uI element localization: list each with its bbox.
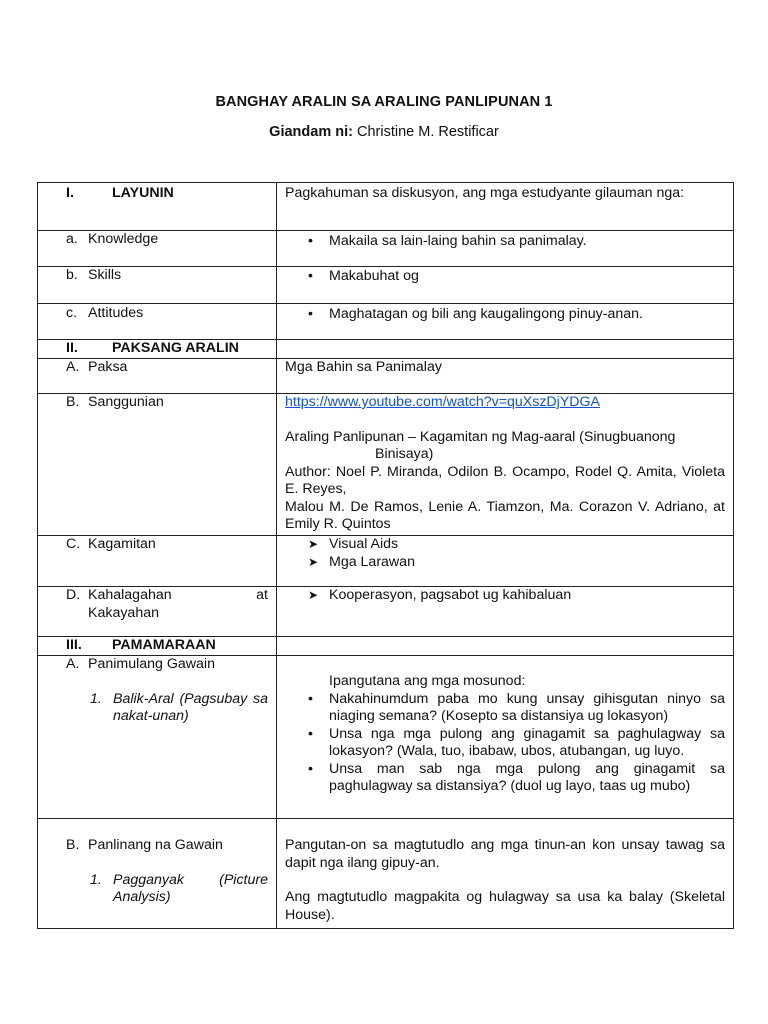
arrow-bullet-icon: ➤: [308, 588, 319, 602]
balik-aral-label: 1. Balik-Aral (Pagsubay sa nakat-unan): [90, 690, 268, 724]
panlinang-text-2: Ang magtutudlo magpakita og hulagway sa usa ka balay (Skeletal House).: [285, 889, 725, 923]
table-row: [38, 267, 734, 304]
section-heading-pamamaraan: III. PAMAMARAAN: [38, 637, 277, 656]
list-item: ➤ Kooperasyon, pagsabot ug kahibaluan: [308, 587, 572, 603]
list-item: • Makaila sa lain-laing bahin sa panimalay.: [308, 233, 587, 249]
authors-line-2: Malou M. De Ramos, Lenie A. Tiamzon, Ma. Corazon V. Adriano, at Emily R. Quintos: [285, 498, 725, 532]
reference-link[interactable]: https://www.youtube.com/watch?v=quXszDjYDGA: [285, 394, 601, 410]
prepared-by: [0, 124, 768, 140]
arrow-bullet-icon: ➤: [308, 537, 319, 551]
list-item: • Unsa nga mga pulong ang ginagamit sa paghulagway sa lokasyon? (Wala, tuo, ibabaw, ubos, atubangan, ug luyo.: [308, 725, 725, 759]
kahalagahan-label: D. Kahalagahan at Kakayahan: [38, 587, 277, 637]
panlinang-text-1: Pangutan-on sa magtutudlo ang mga tinun-an kon unsay tawag sa dapit nga ilang gipuy-an.: [285, 837, 725, 871]
sanggunian-value: [277, 394, 734, 536]
prepared-label: Giandam ni:: [269, 124, 353, 140]
paksa-value: Mga Bahin sa Panimalay: [277, 359, 734, 394]
section-heading-paksang-aralin: II. PAKSANG ARALIN: [38, 340, 277, 359]
panlinang-label: B. Panlinang na Gawain 1. Pagganyak (Picture Analysis): [38, 819, 277, 929]
sanggunian-label: B. Sanggunian: [38, 394, 277, 536]
table-row: [38, 340, 734, 359]
prepared-name: Christine M. Restificar: [357, 124, 499, 140]
book-title: Araling Panlipunan – Kagamitan ng Mag-aaral (Sinugbuanong Binisaya): [285, 428, 676, 462]
list-item: ➤ Visual Aids: [308, 536, 399, 552]
list-item: • Unsa man sab nga mga pulong ang ginagamit sa paghulagway sa distansiya? (duol ug layo, taas ug mubo): [308, 760, 725, 794]
table-row: [38, 304, 734, 340]
table-row: [38, 394, 734, 536]
kagamitan-label: C. Kagamitan: [38, 536, 277, 587]
arrow-bullet-icon: ➤: [308, 554, 319, 569]
questions-intro: Ipangutana ang mga mosunod:: [329, 673, 526, 689]
pagganyak-label: 1. Pagganyak (Picture Analysis): [90, 871, 268, 905]
panimula-label: A. Panimulang Gawain 1. Balik-Aral (Pagsubay sa nakat-unan): [38, 656, 277, 819]
list-item: ➤ Mga Larawan: [308, 553, 415, 570]
skills-label: b. Skills: [38, 267, 277, 304]
attitudes-label: c. Attitudes: [38, 304, 277, 340]
list-item: • Makabuhat og: [308, 268, 419, 284]
table-row: [38, 587, 734, 637]
document-title: BANGHAY ARALIN SA ARALING PANLIPUNAN 1: [215, 94, 553, 110]
layunin-intro: Pagkahuman sa diskusyon, ang mga estudyante gilauman nga:: [277, 183, 734, 231]
table-row: [38, 359, 734, 394]
knowledge-label: a. Knowledge: [38, 231, 277, 267]
table-row: [38, 231, 734, 267]
paksa-label: A. Paksa: [38, 359, 277, 394]
table-row: [38, 637, 734, 656]
table-row: [38, 183, 734, 231]
list-item: • Nakahinumdum paba mo kung unsay gihisgutan ninyo sa niaging semana? (Kosepto sa distansiya ug lokasyon): [308, 690, 725, 724]
section-heading-layunin: I. LAYUNIN: [38, 183, 277, 231]
table-row: [38, 819, 734, 929]
authors-line-1: Author: Noel P. Miranda, Odilon B. Ocampo, Rodel Q. Amita, Violeta E. Reyes,: [285, 463, 725, 497]
list-item: • Maghatagan og bili ang kaugalingong pinuy-anan.: [308, 306, 643, 322]
table-row: [38, 536, 734, 587]
table-row: [38, 656, 734, 819]
lesson-plan-table: [37, 182, 734, 929]
